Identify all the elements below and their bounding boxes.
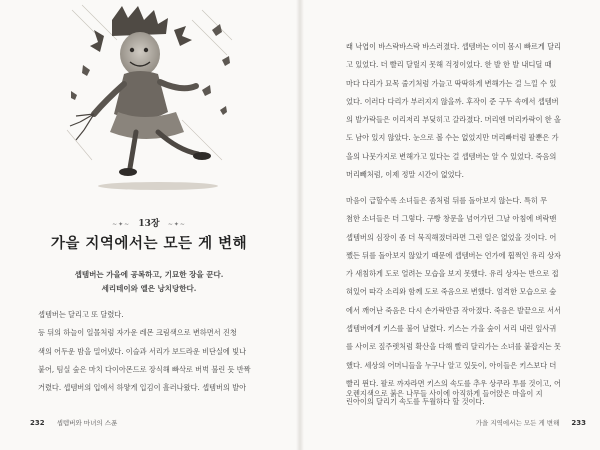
running-head: 가을 지역에서는 모든 게 변해 [475, 419, 560, 427]
left-folio [30, 418, 117, 427]
chapter-number-line [0, 216, 298, 229]
chapter-title: 가을 지역에서는 모든 게 변해 [50, 235, 248, 252]
text-line: 셉템버는 달리고 또 달렸다. [38, 310, 124, 319]
text-line: 빨리 뛴다. 팔로 까자라면 키스의 속도를 추우 상쿠라 투를 것이고, 어 [346, 378, 561, 388]
illustration-girl-running-leaves [62, 0, 238, 200]
page-number: 232 [30, 419, 45, 427]
text-line: 에서 깨어난 죽음은 다시 손가락만큼 작아졌다. 죽음은 발끝으로 서서 [346, 305, 561, 315]
right-page [302, 0, 600, 450]
text-line: 셉템버에게 키스를 불어 날렸다. 키스는 가을 숲이 서리 내린 잎사귀 [346, 324, 557, 334]
text-line: 했다. 세상의 어머니들을 누구나 알고 있듯이, 아이들은 키스보다 더 [346, 360, 557, 370]
right-body-paragraph-2 [346, 192, 582, 412]
text-line: 를 사이로 짚주렛처럼 확산을 다해 빨리 달리가는 소녀를 붙잡지는 못 [346, 342, 561, 352]
text-line: 셉템버의 심장이 좀 더 묵직해졌더라면 그런 일은 없었을 것이다. 어 [346, 232, 557, 242]
text-line: 거렸다. 셉템버의 입에서 하얗게 입김이 흘러나왔다. 셉템버의 발아 [38, 383, 247, 393]
text-line: 붙어, 팀실 숲은 마치 다이아몬드로 장식해 빠삭로 버벅 불린 듯 반짝 [38, 364, 251, 374]
text-line: 쨌든 뒤를 돌아보지 않았기 때문에 셉템버는 언가에 휩쩍인 유리 상자 [346, 250, 561, 260]
text-line: 머리빼처럼, 이제 정말 시간이 없었다. [346, 170, 464, 180]
page-number: 233 [571, 419, 586, 427]
text-line: 마다 다리가 묘목 줄기처럼 가늘고 딱딱하게 변해가는 걸 느낄 수 있 [346, 78, 557, 88]
left-body-text [38, 306, 288, 397]
epigraph-line: 셉템버는 가을에 공복하고, 기묘한 장을 꾼다. [74, 270, 224, 279]
text-line: 가 새침하게 도로 얼려는 모습을 보지 못했다. 유리 상자는 반으로 접 [346, 269, 559, 279]
right-folio [476, 418, 586, 427]
ornament-right: ~✦~ [167, 221, 186, 228]
text-line: 고 있었다. 더 빨리 달릴지 못해 걱정이었다. 한 발 한 발 내디딜 때 [346, 60, 552, 70]
text-line: 색의 어두운 밤을 밀어냈다. 이슬과 서리가 보드라운 비단실에 빛나 [38, 346, 247, 356]
right-body-paragraph-3 [346, 385, 582, 403]
chapter-number: 13장 [138, 219, 160, 229]
ornament-left: ~✦~ [112, 221, 131, 228]
chapter-illustration [62, 0, 238, 200]
text-line: 오렌지색으로 붉은 나무들 사이에 아직하게 들어앉은 마을이 지 [346, 389, 543, 398]
text-line: 혀있어 따각 소리와 함께 도로 죽음으로 변했다. 엄격한 모습으로 숲 [346, 287, 557, 297]
left-page [0, 0, 298, 450]
text-line: 래 낙엽이 바스락바스락 바스러졌다. 셉템버는 이미 몸시 빠르게 달리 [346, 42, 561, 51]
text-line: 린아이의 달리기 속도를 두월하다 할 것이다. [346, 397, 485, 407]
text-line: 마음이 급할수록 소녀들은 좀처럼 뒤를 돌아보지 않는다. 특히 무 [346, 196, 548, 205]
text-line: 을의 나뭇가지로 변해가고 있다는 걸 셉템버는 알 수 있었다. 죽음의 [346, 151, 557, 161]
text-line: 등 뒤의 하늘이 일몰처럼 자가운 레몬 크림색으로 변하면서 진청 [38, 328, 237, 338]
text-line: 도 남아 있지 않았다. 눈으로 볼 수는 없었지만 머리빠터럼 팔뿐은 가 [346, 133, 559, 143]
running-head: 셉템버와 마녀의 스푼 [56, 419, 118, 427]
epigraph-line: 세리테이와 엘은 낭치당한다. [101, 284, 197, 293]
right-body-paragraph-1 [346, 38, 582, 184]
chapter-epigraph [0, 268, 298, 296]
text-line: 첨한 소녀들은 더 그렇다. 구빵 창문을 넘어가던 그날 아침에 벼락맨 [346, 214, 557, 224]
text-line: 의 발가락들은 이리저리 부딪히고 갈라졌다. 머리엔 머리카락이 한 올 [346, 115, 561, 125]
text-line: 었다. 이러다 다리가 부러지지 않을까. 후작이 준 구두 속에서 셉템버 [346, 96, 559, 106]
